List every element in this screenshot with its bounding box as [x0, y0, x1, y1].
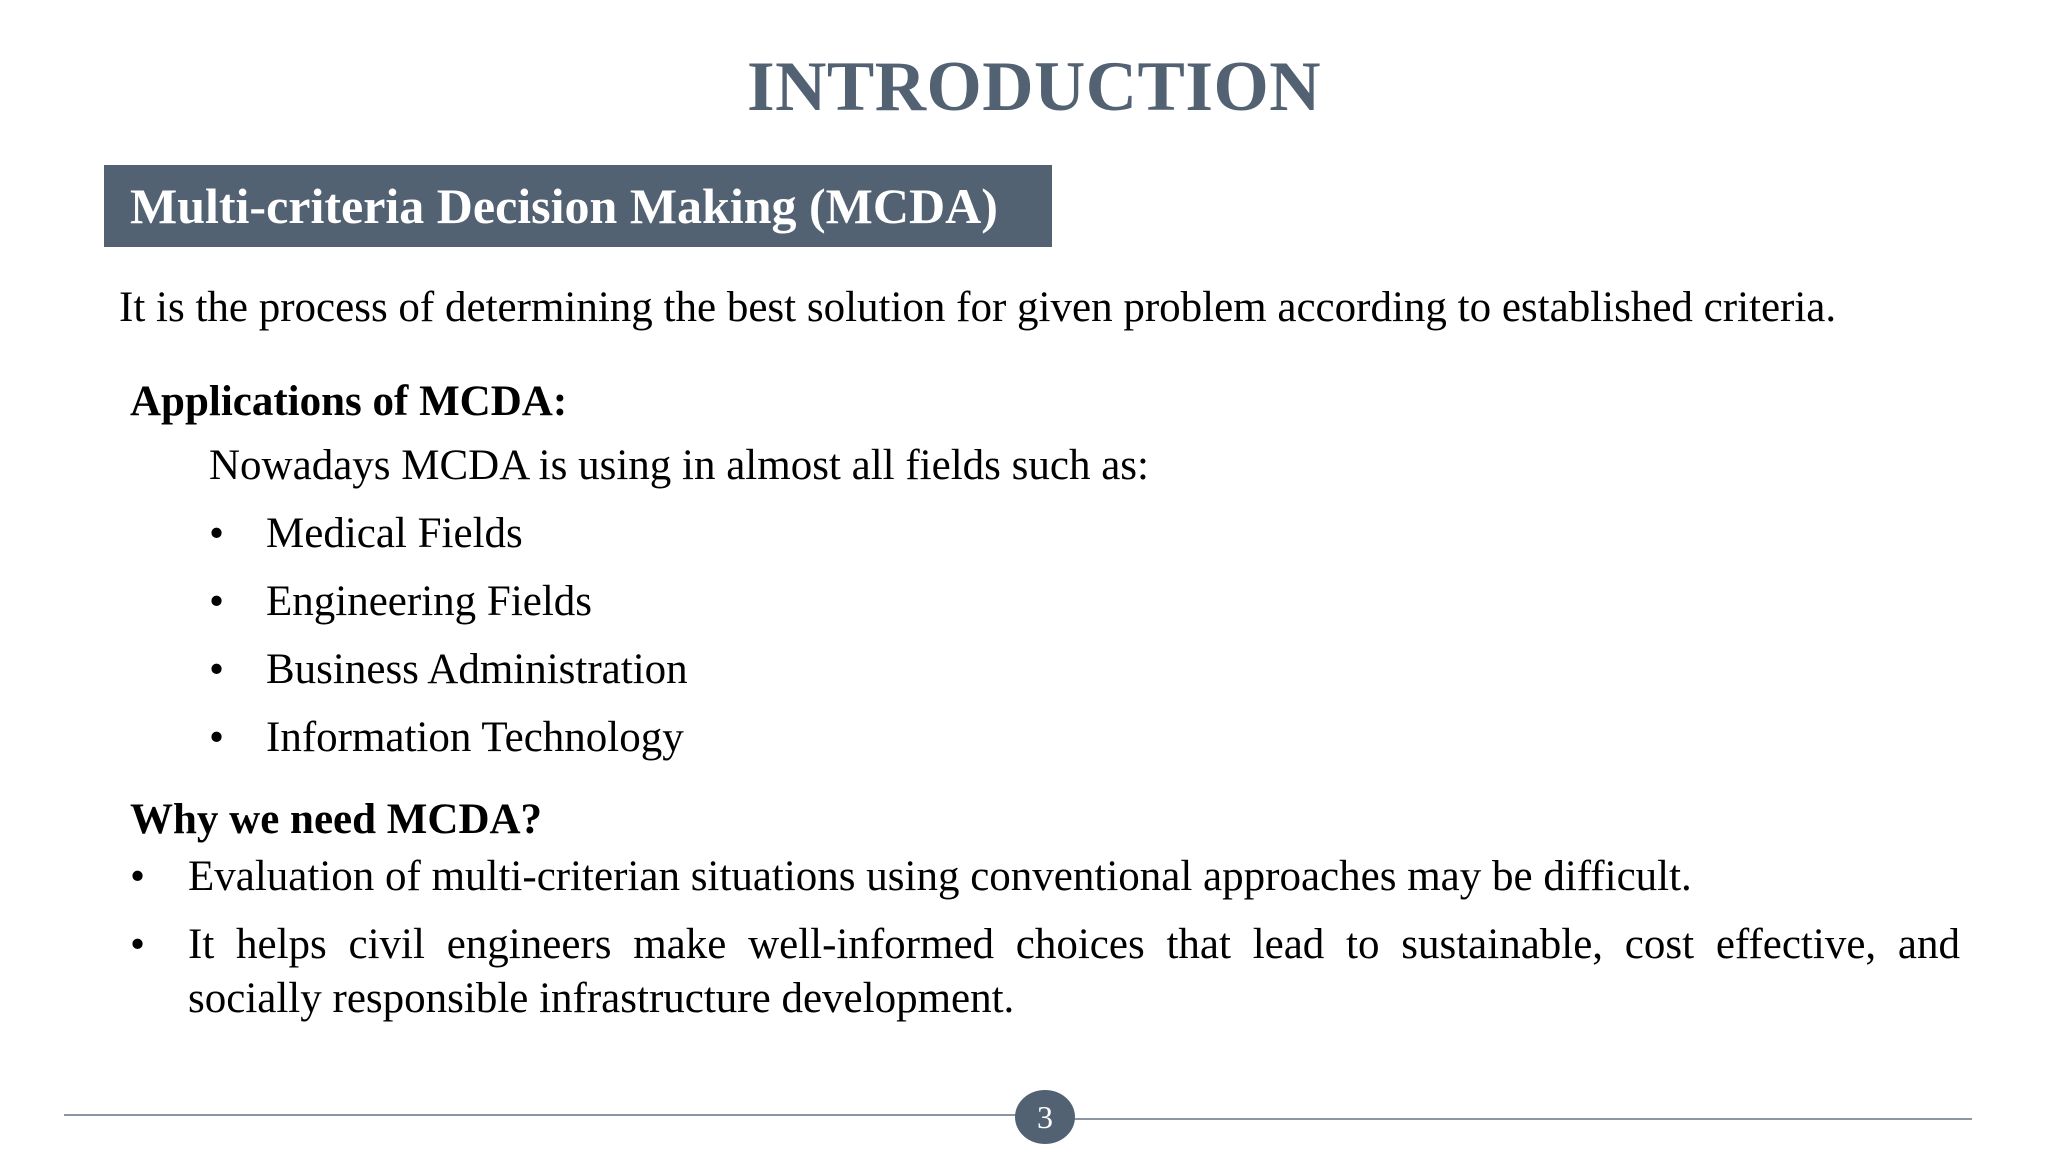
application-item-label: Information Technology	[266, 714, 684, 761]
application-item-label: Business Administration	[266, 646, 688, 693]
bullet-icon: •	[209, 510, 225, 557]
need-item-label: Evaluation of multi-criterian situations using conventional approaches may be difficult.	[188, 853, 1692, 900]
bullet-icon: •	[209, 646, 225, 693]
bullet-icon: •	[130, 853, 146, 900]
applications-intro: Nowadays MCDA is using in almost all fields such as:	[209, 442, 1149, 489]
bullet-icon: •	[209, 714, 225, 761]
bullet-icon: •	[209, 578, 225, 625]
need-heading: Why we need MCDA?	[130, 796, 543, 843]
slide-title: INTRODUCTION	[746, 48, 1322, 126]
list-item	[130, 918, 1960, 1026]
definition-text: It is the process of determining the best solution for given problem according to established criteria.	[119, 284, 1837, 331]
footer-divider-right	[1070, 1118, 1972, 1120]
application-item-label: Engineering Fields	[266, 578, 593, 625]
applications-heading: Applications of MCDA:	[130, 378, 568, 425]
application-item-label: Medical Fields	[266, 510, 523, 557]
page-number-badge: 3	[1015, 1090, 1075, 1144]
need-list	[130, 850, 1960, 1040]
list-item	[130, 850, 1960, 904]
section-banner: Multi-criteria Decision Making (MCDA)	[104, 165, 1052, 247]
footer-divider-left	[64, 1114, 1019, 1116]
need-item-label: It helps civil engineers make well-informed choices that lead to sustainable, cost effective, and socially responsible infrastructure development.	[188, 921, 1960, 1022]
bullet-icon: •	[130, 921, 146, 968]
